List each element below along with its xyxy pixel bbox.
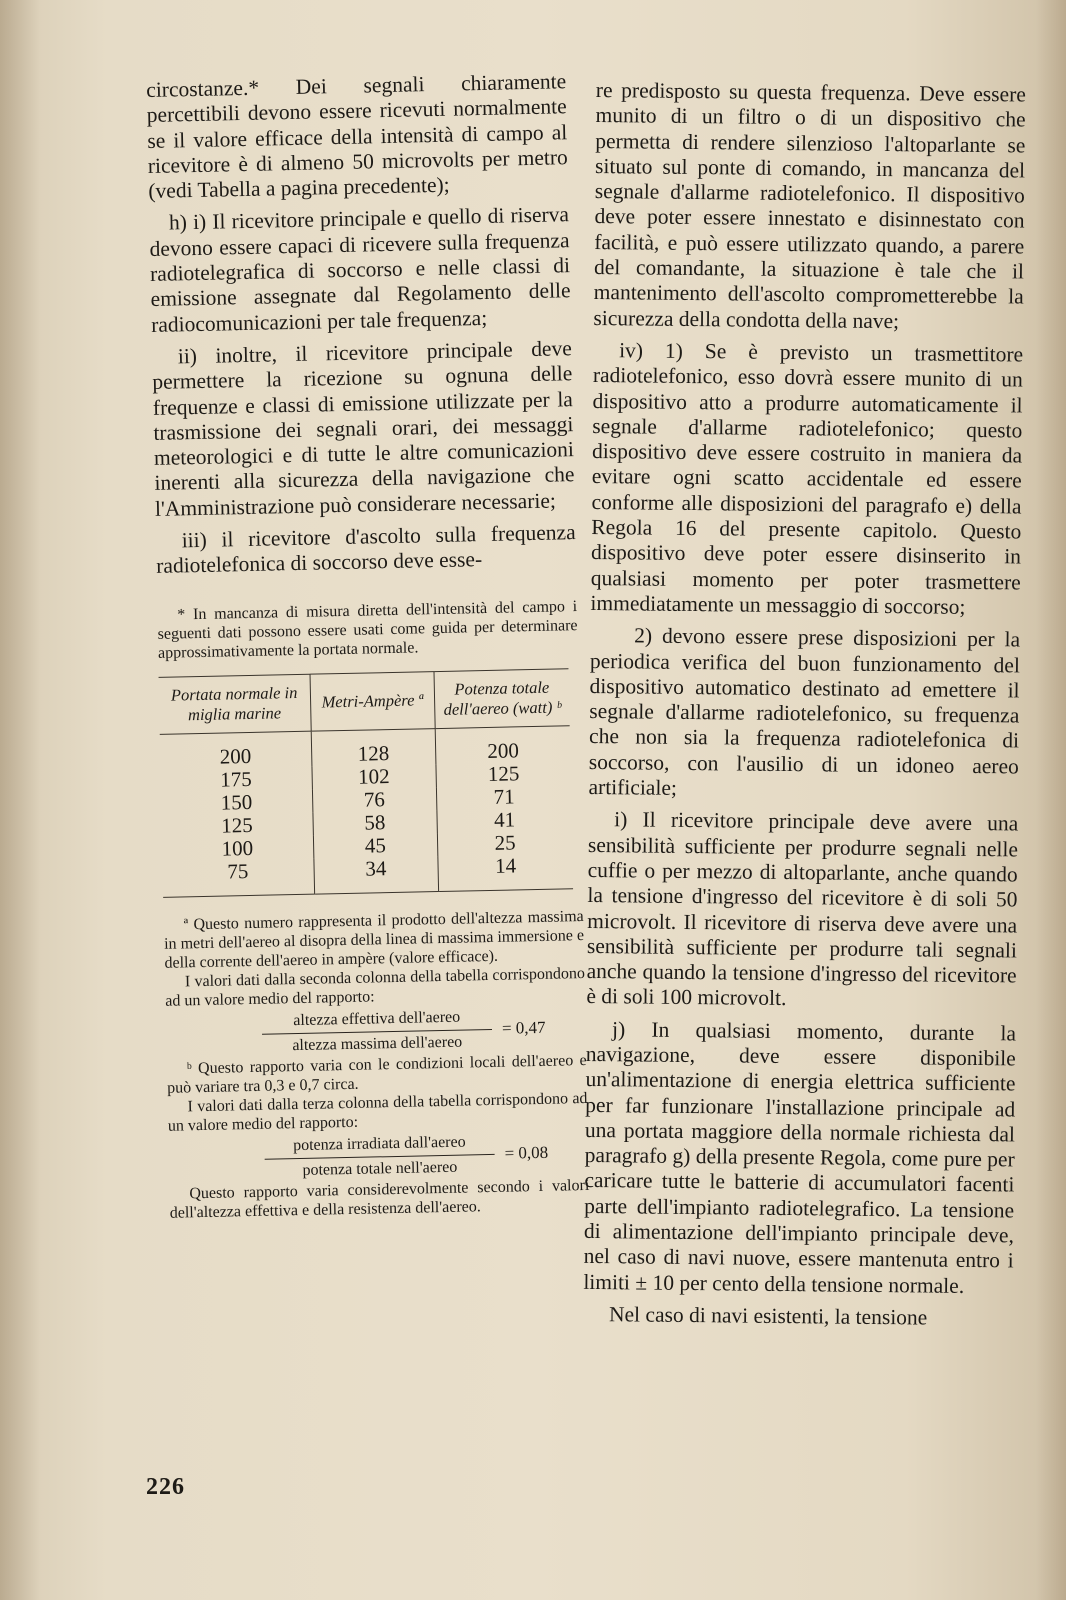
ratio-fraction-power bbox=[264, 1131, 589, 1181]
paragraph-h-ii: ii) inoltre, il ricevitore principale deve permettere la ricezione su ognuna delle frequenze e classi di emissione utilizzate per la trasmissione dei segnali orari, dei messaggi meteorologici e di tutte le altre comunicazioni inerenti alla sicurezza della navigazione che l'Amministrazione può considerare necessarie; bbox=[152, 336, 575, 521]
paragraph-j: j) In qualsiasi momento, durante la navigazione, deve essere disponibile un'alimentazione di energia elettrica sufficiente per far funzionare l'installazione principale ad una portata maggiore della normale richiesta dal paragrafo g) della presente Regola, come pure per caricare tutte le batterie di accumulatori facenti parte dell'impianto radiotelegrafico. La tensione di alimentazione dell'impianto principale deve, nel caso di navi nuove, essere mantenuta entro i limiti ± 10 per cento della tensione normale. bbox=[583, 1016, 1017, 1298]
table-cell: 125 bbox=[161, 812, 312, 838]
ratio-fraction-height bbox=[262, 1006, 587, 1056]
paragraph-h-iii: iii) il ricevitore d'ascolto sulla frequenza radiotelefonica di soccorso deve esse- bbox=[155, 520, 576, 579]
table-cell: 125 bbox=[487, 760, 520, 786]
table-cell: 71 bbox=[493, 784, 515, 809]
table-cell: 100 bbox=[162, 835, 313, 861]
table-header-range: Portata normale in miglia marine bbox=[159, 674, 311, 734]
paragraph-i: i) Il ricevitore principale deve avere una sensibilità sufficiente per produrre segnali nelle cuffie o per mezzo di altoparlante, anche quando la tensione d'ingresso del ricevitore è di soli 50 microvolt. Il ricevitore di riserva deve avere una sensibilità sufficiente per produrre tali segnali anche quando la tensione d'ingresso del ricevitore è di soli 100 microvolt. bbox=[586, 807, 1019, 1011]
paragraph-iv-1: iv) 1) Se è previsto un trasmettitore radiotelefonico, esso dovrà essere munito di un dispositivo atto a produrre automaticamente il segnale d'allarme radiotelefonico; questo dispositivo deve essere costruito in maniera da evitare ogni scatto accidentale ed essere conforme alle disposizioni del paragrafo e) della Regola 16 del presente capitolo. Questo dispositivo deve poter essere disinserito in qualsiasi momento per poter trasmettere immediatamente un messaggio di soccorso; bbox=[590, 338, 1024, 619]
table-cell: 34 bbox=[313, 856, 438, 894]
fraction-value: = 0,08 bbox=[504, 1142, 549, 1163]
table-cell: 14 bbox=[494, 853, 517, 878]
table-cell: 102 bbox=[311, 764, 436, 790]
range-table bbox=[159, 668, 574, 898]
footnote-a: ª Questo numero rappresenta il prodotto dell'altezza massima in metri dell'aereo al disopra della linea di massima immersione e della corrente dell'aereo in ampère (valore efficace). bbox=[163, 907, 585, 972]
page-edge-shadow bbox=[1036, 0, 1066, 1600]
page-gutter-shadow bbox=[0, 0, 40, 1600]
footnote-b-conclusion: Questo rapporto varia considerevolmente secondo i valori dell'altezza effettiva e della resistenza dell'aereo. bbox=[169, 1176, 590, 1222]
table-cell: 41 bbox=[493, 807, 516, 832]
fraction-value: = 0,47 bbox=[501, 1017, 546, 1038]
paragraph-h-i: h) i) Il ricevitore principale e quello di riserva devono essere capaci di ricevere sulla frequenza radiotelegrafica di soccorso e nelle classi di emissione assegnate dal Regolamento delle radiocomunicazioni per tale frequenza; bbox=[149, 202, 571, 337]
paragraph-circostanze: circostanze.* Dei segnali chiaramente percettibili devono essere ricevuti normalmente se il valore efficace della intensità di campo al ricevitore è di almeno 50 microvolts per metro (vedi Tabella a pagina precedente); bbox=[146, 69, 568, 204]
left-column bbox=[146, 69, 590, 1223]
fraction-numerator: potenza irradiata dall'aereo bbox=[292, 1133, 466, 1154]
table-cell: 175 bbox=[160, 766, 311, 792]
fraction-denominator: altezza massima dell'aereo bbox=[292, 1033, 463, 1054]
table-cell: 58 bbox=[312, 810, 437, 836]
table-cell: 25 bbox=[494, 830, 516, 855]
fraction-numerator: altezza effettiva dell'aereo bbox=[293, 1008, 461, 1029]
table-cell: 200 bbox=[487, 737, 520, 763]
table-cell: 45 bbox=[313, 833, 438, 859]
footnote-b-ratio-intro: I valori dati dalla terza colonna della tabella corrispondono ad un valore medio del rapporto: bbox=[167, 1089, 588, 1135]
paragraph-iv-2: 2) devono essere prese disposizioni per la periodica verifica del buon funzionamento del dispositivo automatico destinato ad emettere il segnale d'allarme radiotelefonico, su frequenza che non sia la frequenza radiotelefonica di soccorso, con l'ausilio di un idoneo aereo artificiale; bbox=[588, 623, 1021, 800]
paragraph-existing-ships: Nel caso di navi esistenti, la tensione bbox=[608, 1302, 928, 1330]
paragraph-continuation: re predisposto su questa frequenza. Deve essere munito di un filtro o di un dispositivo che permetta di rendere silenzioso l'altoparlante se situato sul ponte di comando, in mancanza del segnale d'allarme radiotelefonico. Il dispositivo deve poter essere innestato e disinnestato con facilità, e può essere utilizzato quando, a parere del comandante, la situazione è tale che il mantenimento dell'ascolto comprometterebbe la sicurezza della condotta della nave; bbox=[593, 78, 1026, 333]
table-header-power: Potenza totale dell'aereo (watt) ᵇ bbox=[434, 668, 570, 728]
right-column bbox=[583, 78, 1026, 1332]
footnote-block bbox=[157, 597, 590, 1223]
page-number: 226 bbox=[146, 1474, 185, 1500]
footnote-a-ratio-intro: I valori dati dalla seconda colonna della tabella corrispondono ad un valore medio del rapporto: bbox=[165, 964, 586, 1010]
table-cell: 200 bbox=[160, 731, 312, 770]
table-cell: 128 bbox=[311, 728, 436, 766]
fraction-denominator: potenza totale nell'aereo bbox=[302, 1158, 458, 1179]
footnote-star: * In mancanza di misura diretta dell'intensità del campo i seguenti dati possono essere usati come guida per determinare approssimativamente la portata normale. bbox=[157, 597, 578, 662]
table-cell: 76 bbox=[312, 787, 437, 813]
table-cell: 75 bbox=[162, 858, 314, 897]
footnote-b: ᵇ Questo rapporto varia con le condizioni locali dell'aereo e può variare tra 0,3 e 0,7 circa. bbox=[166, 1051, 587, 1097]
table-cell: 150 bbox=[161, 789, 312, 815]
table-header-metre-ampere: Metri-Ampère ª bbox=[310, 671, 436, 731]
